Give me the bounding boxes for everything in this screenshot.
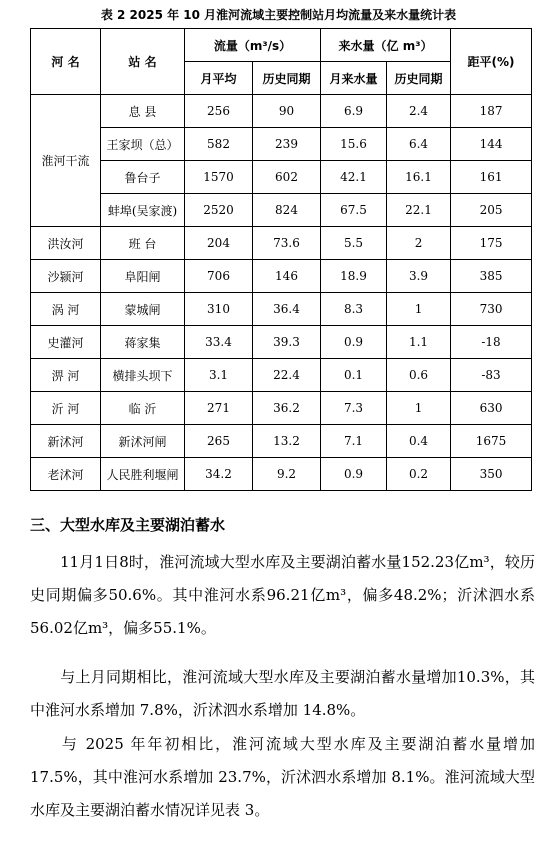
flow-cell: 271 xyxy=(185,392,253,425)
paragraph xyxy=(30,546,535,645)
flow-hist-cell: 602 xyxy=(253,161,321,194)
table-caption: 表 2 2025 年 10 月淮河流域主要控制站月均流量及来水量统计表 xyxy=(100,8,457,22)
vol-hist-cell: 3.9 xyxy=(387,260,451,293)
anomaly-cell: 175 xyxy=(451,227,532,260)
vol-cell: 8.3 xyxy=(321,293,387,326)
header-river: 河 名 xyxy=(31,29,101,95)
header-volume-group: 来水量（亿 m³） xyxy=(321,29,451,62)
station-cell: 班 台 xyxy=(101,227,185,260)
river-cell: 沂 河 xyxy=(31,392,101,425)
anomaly-cell: 630 xyxy=(451,392,532,425)
paragraph xyxy=(30,661,535,727)
vol-cell: 18.9 xyxy=(321,260,387,293)
vol-cell: 67.5 xyxy=(321,194,387,227)
vol-cell: 5.5 xyxy=(321,227,387,260)
vol-cell: 42.1 xyxy=(321,161,387,194)
anomaly-cell: -83 xyxy=(451,359,532,392)
flow-cell: 3.1 xyxy=(185,359,253,392)
anomaly-cell: 161 xyxy=(451,161,532,194)
vol-cell: 15.6 xyxy=(321,128,387,161)
vol-cell: 7.1 xyxy=(321,425,387,458)
section-heading: 三、大型水库及主要湖泊蓄水 xyxy=(30,516,226,534)
flow-cell: 34.2 xyxy=(185,458,253,491)
header-flow-hist: 历史同期 xyxy=(253,62,321,95)
flow-hist-cell: 824 xyxy=(253,194,321,227)
table-row xyxy=(31,260,532,293)
header-flow-month: 月平均 xyxy=(185,62,253,95)
table-row xyxy=(31,458,532,491)
vol-hist-cell: 0.2 xyxy=(387,458,451,491)
flow-hist-cell: 39.3 xyxy=(253,326,321,359)
flow-hist-cell: 73.6 xyxy=(253,227,321,260)
station-cell: 蒙城闸 xyxy=(101,293,185,326)
flow-cell: 265 xyxy=(185,425,253,458)
station-cell: 息 县 xyxy=(101,95,185,128)
table-row xyxy=(31,359,532,392)
vol-hist-cell: 22.1 xyxy=(387,194,451,227)
station-cell: 横排头坝下 xyxy=(101,359,185,392)
vol-hist-cell: 2.4 xyxy=(387,95,451,128)
vol-hist-cell: 2 xyxy=(387,227,451,260)
anomaly-cell: 144 xyxy=(451,128,532,161)
flow-cell: 33.4 xyxy=(185,326,253,359)
vol-cell: 0.1 xyxy=(321,359,387,392)
anomaly-cell: 385 xyxy=(451,260,532,293)
paragraph-text: 与 2025 年年初相比，淮河流域大型水库及主要湖泊蓄水量增加17.5%，其中淮河水系增加 23.7%，沂沭泗水系增加 8.1%。淮河流域大型水库及主要湖泊蓄水情况详见表 3。 xyxy=(30,735,535,819)
header-vol-month: 月来水量 xyxy=(321,62,387,95)
vol-cell: 7.3 xyxy=(321,392,387,425)
vol-hist-cell: 16.1 xyxy=(387,161,451,194)
vol-hist-cell: 0.4 xyxy=(387,425,451,458)
river-cell: 史灌河 xyxy=(31,326,101,359)
flow-statistics-table xyxy=(30,28,532,491)
header-anomaly: 距平(%) xyxy=(451,29,532,95)
station-cell: 阜阳闸 xyxy=(101,260,185,293)
table-row xyxy=(31,227,532,260)
river-cell: 新沭河 xyxy=(31,425,101,458)
station-cell: 临 沂 xyxy=(101,392,185,425)
flow-hist-cell: 22.4 xyxy=(253,359,321,392)
table-row xyxy=(31,392,532,425)
vol-hist-cell: 1.1 xyxy=(387,326,451,359)
river-cell: 淮河干流 xyxy=(31,95,101,227)
station-cell: 蚌埠(吴家渡) xyxy=(101,194,185,227)
table-row xyxy=(31,95,532,128)
flow-hist-cell: 9.2 xyxy=(253,458,321,491)
anomaly-cell: 1675 xyxy=(451,425,532,458)
river-cell: 洪汝河 xyxy=(31,227,101,260)
header-station: 站 名 xyxy=(101,29,185,95)
flow-cell: 204 xyxy=(185,227,253,260)
anomaly-cell: 187 xyxy=(451,95,532,128)
river-cell: 涡 河 xyxy=(31,293,101,326)
table-row xyxy=(31,161,532,194)
vol-hist-cell: 6.4 xyxy=(387,128,451,161)
table-row xyxy=(31,128,532,161)
header-vol-hist: 历史同期 xyxy=(387,62,451,95)
flow-hist-cell: 13.2 xyxy=(253,425,321,458)
table-row xyxy=(31,194,532,227)
header-flow-group: 流量（m³/s） xyxy=(185,29,321,62)
vol-hist-cell: 1 xyxy=(387,392,451,425)
river-cell: 沙颍河 xyxy=(31,260,101,293)
table-row xyxy=(31,293,532,326)
flow-hist-cell: 36.2 xyxy=(253,392,321,425)
vol-cell: 0.9 xyxy=(321,326,387,359)
anomaly-cell: 205 xyxy=(451,194,532,227)
vol-hist-cell: 0.6 xyxy=(387,359,451,392)
flow-cell: 2520 xyxy=(185,194,253,227)
flow-hist-cell: 239 xyxy=(253,128,321,161)
river-cell: 老沭河 xyxy=(31,458,101,491)
river-cell: 淠 河 xyxy=(31,359,101,392)
flow-hist-cell: 36.4 xyxy=(253,293,321,326)
table-row xyxy=(31,326,532,359)
anomaly-cell: 730 xyxy=(451,293,532,326)
flow-cell: 256 xyxy=(185,95,253,128)
flow-cell: 582 xyxy=(185,128,253,161)
flow-cell: 310 xyxy=(185,293,253,326)
anomaly-cell: -18 xyxy=(451,326,532,359)
station-cell: 鲁台子 xyxy=(101,161,185,194)
station-cell: 新沭河闸 xyxy=(101,425,185,458)
station-cell: 人民胜利堰闸 xyxy=(101,458,185,491)
flow-hist-cell: 90 xyxy=(253,95,321,128)
station-cell: 蒋家集 xyxy=(101,326,185,359)
station-cell: 王家坝（总） xyxy=(101,128,185,161)
table-row xyxy=(31,425,532,458)
paragraph xyxy=(30,728,535,827)
vol-cell: 6.9 xyxy=(321,95,387,128)
flow-hist-cell: 146 xyxy=(253,260,321,293)
anomaly-cell: 350 xyxy=(451,458,532,491)
vol-cell: 0.9 xyxy=(321,458,387,491)
vol-hist-cell: 1 xyxy=(387,293,451,326)
flow-cell: 706 xyxy=(185,260,253,293)
paragraph-text: 11月1日8时，淮河流域大型水库及主要湖泊蓄水量152.23亿m³，较历史同期偏多50.6%。其中淮河水系96.21亿m³，偏多48.2%；沂沭泗水系56.02亿m³，偏多55.1%。 xyxy=(30,553,535,637)
paragraph-text: 与上月同期相比，淮河流域大型水库及主要湖泊蓄水量增加10.3%，其中淮河水系增加 7.8%，沂沭泗水系增加 14.8%。 xyxy=(30,668,535,719)
flow-cell: 1570 xyxy=(185,161,253,194)
